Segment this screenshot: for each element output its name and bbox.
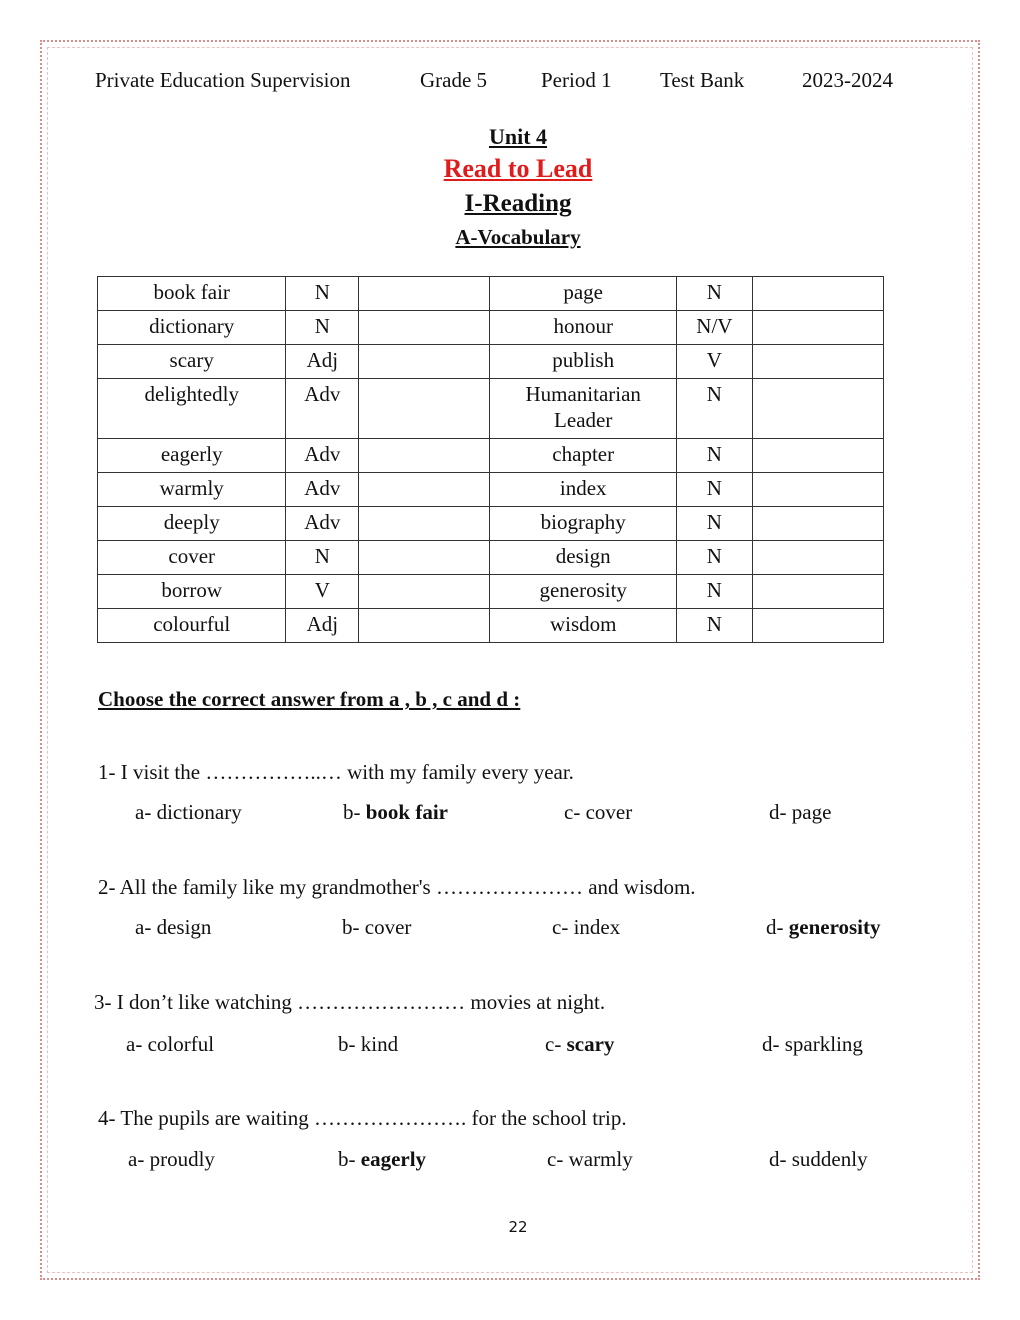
question-4-text: 4- The pupils are waiting …………………. for the school trip.	[98, 1106, 627, 1130]
q1-option-a: a- dictionary	[135, 800, 242, 824]
table-row	[98, 507, 884, 541]
instruction-heading: Choose the correct answer from a , b , c and d :	[98, 687, 521, 711]
meaning-cell	[359, 609, 490, 643]
header-grade: Grade 5	[420, 68, 488, 92]
part-of-speech: N	[676, 439, 752, 473]
part-of-speech: Adv	[286, 507, 359, 541]
page-number: 22	[508, 1218, 528, 1236]
subsection-title: A-Vocabulary	[455, 225, 581, 249]
vocab-word: cover	[98, 541, 286, 575]
header-year: 2023-2024	[802, 68, 893, 92]
vocab-word: scary	[98, 345, 286, 379]
q2-option-d: d- generosity	[766, 915, 881, 939]
vocab-word: honour	[490, 311, 677, 345]
question-1-text: 1- I visit the ……………..… with my family every year.	[98, 760, 574, 784]
meaning-cell	[752, 473, 883, 507]
vocab-word: warmly	[98, 473, 286, 507]
part-of-speech: Adj	[286, 609, 359, 643]
vocabulary-table	[97, 276, 884, 643]
unit-title: Unit 4	[488, 124, 548, 149]
part-of-speech: N	[286, 277, 359, 311]
q2-option-c: c- index	[552, 915, 621, 939]
header-org: Private Education Supervision	[95, 68, 351, 92]
page-header	[95, 68, 903, 94]
meaning-cell	[359, 473, 490, 507]
q1-option-d: d- page	[769, 800, 832, 824]
vocab-word: chapter	[490, 439, 677, 473]
q3-option-b: b- kind	[338, 1032, 399, 1056]
table-row	[98, 609, 884, 643]
table-row	[98, 345, 884, 379]
meaning-cell	[752, 311, 883, 345]
part-of-speech: N/V	[676, 311, 752, 345]
meaning-cell	[359, 277, 490, 311]
vocab-word: publish	[490, 345, 677, 379]
vocab-word: generosity	[490, 575, 677, 609]
vocab-word: borrow	[98, 575, 286, 609]
meaning-cell	[752, 277, 883, 311]
q3-option-d: d- sparkling	[762, 1032, 863, 1056]
q1-option-b: b- book fair	[343, 800, 449, 824]
meaning-cell	[359, 439, 490, 473]
vocab-word: Humanitarian Leader	[490, 379, 677, 439]
table-row	[98, 439, 884, 473]
question-2-text: 2- All the family like my grandmother's ………………… and wisdom.	[98, 875, 696, 899]
vocab-word: dictionary	[98, 311, 286, 345]
part-of-speech: N	[676, 541, 752, 575]
section-title: I-Reading	[464, 190, 572, 217]
meaning-cell	[359, 575, 490, 609]
q4-option-b: b- eagerly	[338, 1147, 427, 1171]
vocab-word: book fair	[98, 277, 286, 311]
part-of-speech: Adv	[286, 473, 359, 507]
meaning-cell	[359, 345, 490, 379]
header-period: Period 1	[541, 68, 612, 92]
vocab-word: eagerly	[98, 439, 286, 473]
meaning-cell	[752, 379, 883, 439]
meaning-cell	[752, 575, 883, 609]
meaning-cell	[359, 311, 490, 345]
part-of-speech: V	[286, 575, 359, 609]
table-row	[98, 277, 884, 311]
q2-option-b: b- cover	[342, 915, 412, 939]
part-of-speech: N	[676, 575, 752, 609]
table-row	[98, 379, 884, 439]
vocab-word: delightedly	[98, 379, 286, 439]
meaning-cell	[752, 439, 883, 473]
meaning-cell	[359, 379, 490, 439]
lesson-title: Read to Lead	[443, 154, 593, 183]
vocab-word: biography	[490, 507, 677, 541]
part-of-speech: N	[676, 379, 752, 439]
vocab-word: wisdom	[490, 609, 677, 643]
part-of-speech: V	[676, 345, 752, 379]
vocab-word: deeply	[98, 507, 286, 541]
vocab-word: index	[490, 473, 677, 507]
part-of-speech: Adj	[286, 345, 359, 379]
table-row	[98, 575, 884, 609]
meaning-cell	[752, 541, 883, 575]
part-of-speech: Adv	[286, 439, 359, 473]
meaning-cell	[752, 345, 883, 379]
q1-option-c: c- cover	[564, 800, 633, 824]
q2-option-a: a- design	[135, 915, 212, 939]
part-of-speech: N	[676, 507, 752, 541]
meaning-cell	[752, 507, 883, 541]
part-of-speech: N	[676, 277, 752, 311]
vocab-word: page	[490, 277, 677, 311]
meaning-cell	[359, 541, 490, 575]
part-of-speech: Adv	[286, 379, 359, 439]
q4-option-a: a- proudly	[128, 1147, 215, 1171]
vocab-word: design	[490, 541, 677, 575]
vocab-word: colourful	[98, 609, 286, 643]
part-of-speech: N	[286, 311, 359, 345]
meaning-cell	[359, 507, 490, 541]
table-row	[98, 311, 884, 345]
q4-option-d: d- suddenly	[769, 1147, 868, 1171]
table-row	[98, 541, 884, 575]
part-of-speech: N	[676, 473, 752, 507]
q3-option-a: a- colorful	[126, 1032, 215, 1056]
meaning-cell	[752, 609, 883, 643]
q3-option-c: c- scary	[545, 1032, 615, 1056]
table-row	[98, 473, 884, 507]
header-doc-type: Test Bank	[660, 68, 745, 92]
q4-option-c: c- warmly	[547, 1147, 633, 1171]
part-of-speech: N	[286, 541, 359, 575]
part-of-speech: N	[676, 609, 752, 643]
question-3-text: 3- I don’t like watching …………………… movies at night.	[94, 990, 606, 1014]
